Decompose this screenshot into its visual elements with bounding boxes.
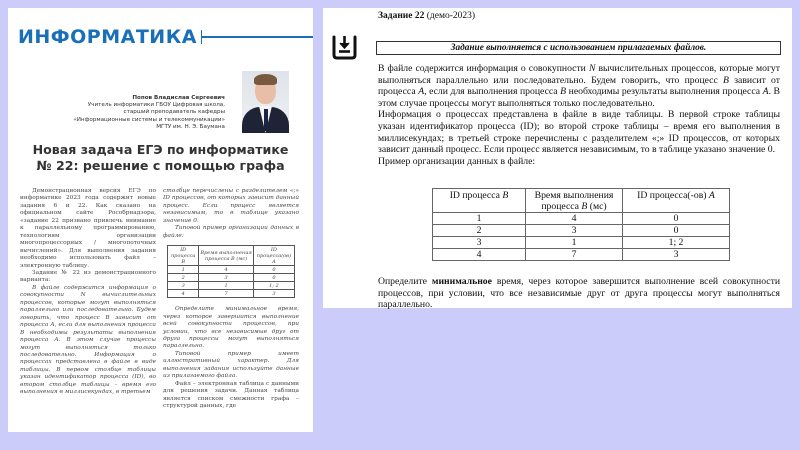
table-cell: 0 xyxy=(623,213,730,225)
table-cell: 4 xyxy=(168,290,199,298)
var-n: N xyxy=(588,63,596,74)
article-paragraph-quote: В файле содержится информация о совокупности N вычислительных процессов, которые могут выполняться параллельно или последовательно. Будем говорить, что процесс B зависит от процесса A, если для выполнения процесса B необходимы результаты выполнения процесса A. В этом случае процессы могут выполняться только последовательно. Информация о процессах представлена в файле в виде таблицы. В первом столбце таблицы указан идентификатор процесса (ID), во втором столбце таблицы – время его выполнения в миллисекундах, в третьем xyxy=(20,284,156,396)
article-paragraph-quote: Определите минимальное время, через которое завершится выполнение всей совокупности процессов, при условии, что все независимые друг от друга процессы могут выполняться параллельно. xyxy=(163,306,299,350)
author-line: Учитель информатики ГБОУ Цифровая школа, xyxy=(87,102,225,109)
table-header: Время выполнения процесса B (мс) xyxy=(199,246,253,266)
text: . В этом случае процессы могут выполняться только последовательно. xyxy=(378,86,781,109)
article-title-line: № 22: решение с помощью графа xyxy=(36,157,285,173)
photo-hair xyxy=(254,74,277,85)
text: ID процесса xyxy=(449,190,503,201)
table-cell: 3 xyxy=(253,290,294,298)
magazine-header xyxy=(18,26,313,48)
table-row xyxy=(433,237,730,249)
table-row xyxy=(433,213,730,225)
article-example-table xyxy=(167,245,295,298)
task-title xyxy=(378,11,475,21)
text: В файле содержится информация о совокупности xyxy=(378,63,589,74)
table-cell: 4 xyxy=(526,213,623,225)
table-row xyxy=(168,266,295,274)
photo-tie xyxy=(264,109,268,131)
emphasis: минимальное xyxy=(431,276,492,287)
table-cell: 4 xyxy=(433,249,526,261)
table-cell: 1; 2 xyxy=(623,237,730,249)
download-icon[interactable] xyxy=(331,33,358,60)
task-subtitle: (демо-2023) xyxy=(424,11,476,21)
table-row xyxy=(168,282,295,290)
table-header xyxy=(623,189,730,213)
table-header: ID процесса(ов) A xyxy=(253,246,294,266)
text: Определите xyxy=(378,276,432,287)
table-cell: 3 xyxy=(199,274,253,282)
table-cell: 3 xyxy=(623,249,730,261)
author-line: МГТУ им. Н. Э. Баумана xyxy=(156,123,225,130)
author-line: старший преподаватель кафедры xyxy=(123,109,225,116)
task-page xyxy=(323,8,792,311)
author-photo xyxy=(242,71,289,133)
task-paragraph: Информация о процессах представлена в файле в виде таблицы. В первой строке таблицы указан идентификатор процесса (ID); во второй строке таблицы – время его выполнения в миллисекундах; в третьей строке перечислены с разделителем «;» ID процессов, от которых зависит данный процесс. Если процесс является независимым, то в таблице указано значение 0. xyxy=(378,109,780,156)
table-cell: 3 xyxy=(168,282,199,290)
article-title xyxy=(8,142,313,173)
table-cell: 3 xyxy=(526,225,623,237)
text: необходимы результаты выполнения процесса xyxy=(566,86,763,98)
table-cell: 7 xyxy=(526,249,623,261)
var-b: B xyxy=(581,201,588,212)
article-paragraph-quote: Типовой пример имеет иллюстративный характер. Для выполнения задания используйте данные из прилагаемого файла. xyxy=(163,350,299,380)
table-cell: 1 xyxy=(199,282,253,290)
var-b: B xyxy=(502,190,509,201)
table-header-row xyxy=(433,189,730,213)
var-a: A xyxy=(762,86,769,98)
text: вычислительных процессов, которые могут выполняться параллельно или последовательно. Будем говорить, что процесс xyxy=(378,63,781,86)
article-column-right xyxy=(163,188,299,411)
table-cell: 0 xyxy=(253,274,294,282)
header-rule xyxy=(202,36,313,38)
table-cell: 1 xyxy=(168,266,199,274)
table-header: ID процесса B xyxy=(168,246,199,266)
example-data-table xyxy=(432,188,730,261)
article-paragraph: Файл – электронная таблица с данными для решения задачи. Данная таблица является списком смежности графа – структурой данных, где xyxy=(163,380,299,410)
table-cell: 1 xyxy=(433,213,526,225)
table-cell: 0 xyxy=(253,266,294,274)
table-cell: 2 xyxy=(168,274,199,282)
table-row xyxy=(168,274,295,282)
table-cell: 2 xyxy=(433,225,526,237)
text: (мс) xyxy=(587,201,607,212)
magazine-page xyxy=(8,8,313,432)
table-row xyxy=(433,225,730,237)
var-b: B xyxy=(723,74,729,86)
table-header xyxy=(526,189,623,213)
text: зависит от процесса xyxy=(378,74,780,98)
task-paragraph: Пример организации данных в файле: xyxy=(378,155,536,167)
article-title-line: Новая задача ЕГЭ по информатике xyxy=(32,142,289,157)
text: Время выполнения процесса xyxy=(534,190,614,212)
var-a: A xyxy=(418,86,425,98)
table-row xyxy=(433,249,730,261)
var-b: B xyxy=(560,86,567,98)
table-cell: 1 xyxy=(526,237,623,249)
table-row xyxy=(168,290,295,298)
author-line: «Информационные системы и телекоммуникации» xyxy=(73,116,225,123)
attached-files-notice: Задание выполняется с использованием прилагаемых файлов. xyxy=(376,41,781,55)
text: время, через которое завершится выполнение всей совокупности процессов, при условии, что все независимые друг от друга процессы могут выполняться параллельно. xyxy=(378,276,781,311)
author-info xyxy=(73,95,225,131)
table-header xyxy=(433,189,526,213)
table-cell: 3 xyxy=(433,237,526,249)
task-question xyxy=(378,276,780,311)
task-paragraph xyxy=(378,63,780,109)
table-cell: 1; 2 xyxy=(253,282,294,290)
task-number: Задание 22 xyxy=(378,11,425,21)
table-cell: 4 xyxy=(199,266,253,274)
article-paragraph: Демонстрационная версия ЕГЭ по информатике 2023 года содержит новые задания 6 и 22. Как сказано на официальном сайте Рособрнадзора, «задание 22 призвано привлечь внимание к параллельному программированию, технологиям организации многопроцессорных / многопоточных вычислений». Для выполнения задания необходимо использовать файл – электронную таблицу. xyxy=(20,188,156,269)
var-a: A xyxy=(708,190,715,201)
magazine-title: ИНФОРМАТИКА xyxy=(18,26,197,48)
task-description xyxy=(378,63,780,167)
article-column-left xyxy=(20,188,156,397)
author-name: Попов Владислав Сергеевич xyxy=(132,95,225,101)
table-cell: 7 xyxy=(199,290,253,298)
article-paragraph-quote: столбце перечислены с разделителем «;» ID процессов, от которых зависит данный процесс. Если процесс является независимым, то в таблице указано значение 0. xyxy=(163,188,299,224)
text: , если для выполнения процесса xyxy=(424,86,561,98)
text: ID процесса(-ов) xyxy=(637,190,709,201)
article-paragraph-quote: Типовой пример организации данных в файле: xyxy=(163,225,299,239)
article-paragraph: Задание № 22 из демонстрационного варианта: xyxy=(20,269,156,284)
table-cell: 0 xyxy=(623,225,730,237)
